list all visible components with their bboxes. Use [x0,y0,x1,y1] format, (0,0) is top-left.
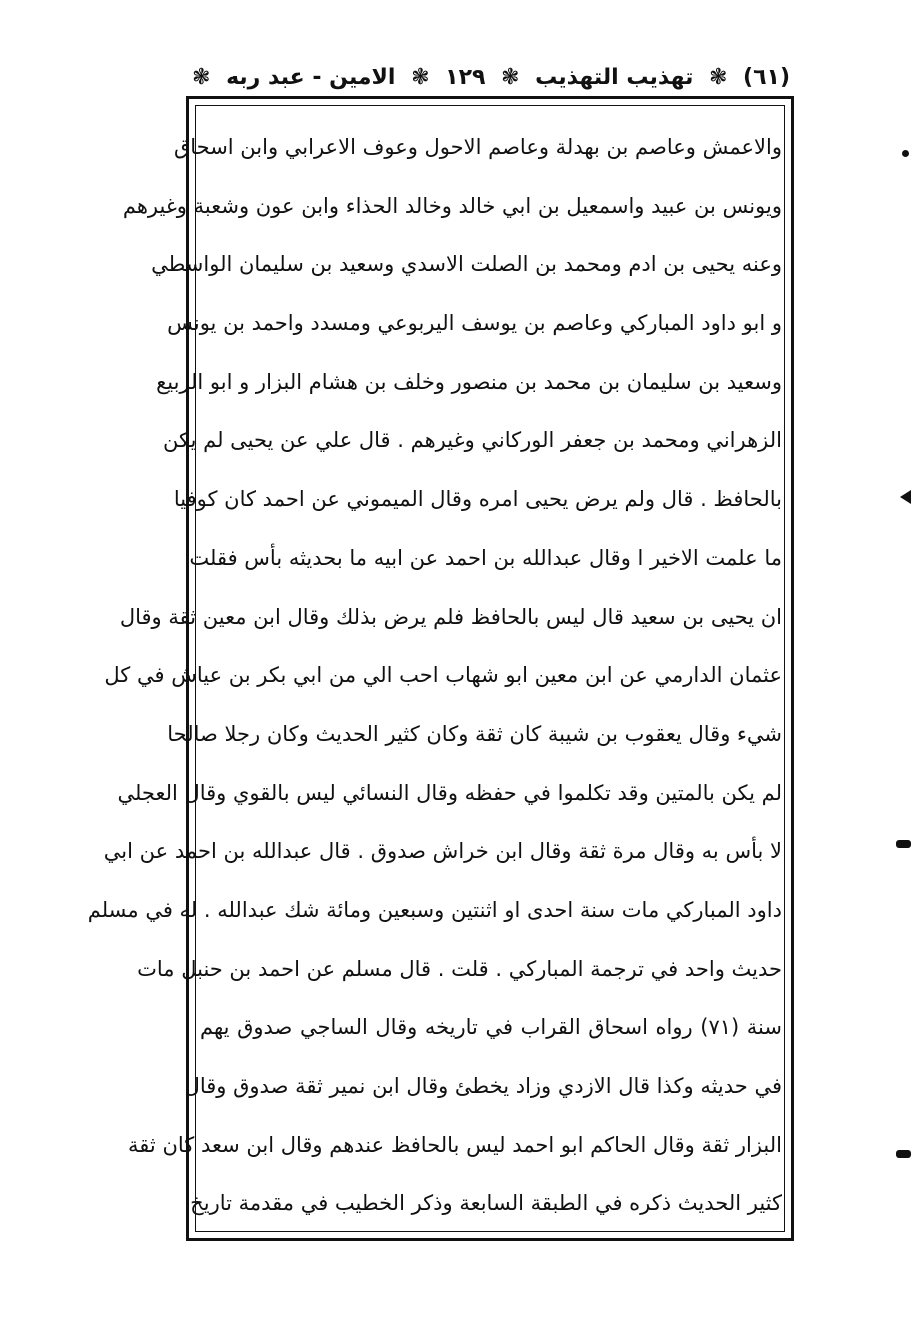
ornament-icon: ❃ [192,64,211,90]
book-title: تهذيب التهذيب [535,64,694,90]
text-line: و ابو داود المباركي وعاصم بن يوسف اليربوعي ومسدد واحمد بن يونس [167,311,782,336]
running-head-names: الامين - عبد ربه [226,64,396,90]
text-line: وعنه يحيى بن ادم ومحمد بن الصلت الاسدي وسعيد بن سليمان الواسطي [151,252,782,277]
text-line: سنة (٧١) رواه اسحاق القراب في تاريخه وقال الساجي صدوق يهم [200,1015,782,1040]
ornament-icon: ❃ [411,64,430,90]
text-line: ان يحيى بن سعيد قال ليس بالحافظ فلم يرض بذلك وقال ابن معين ثقة وقال [119,604,782,629]
margin-dash-mark [896,1150,911,1158]
text-line: البزار ثقة وقال الحاكم ابو احمد ليس بالحافظ عندهم وقال ابن سعد كان ثقة [128,1132,782,1157]
text-line: وسعيد بن سليمان بن محمد بن منصور وخلف بن هشام البزار و ابو الربيع [156,369,782,394]
main-text-body [87,118,782,1233]
page-number: (٦١) [743,64,790,90]
ornament-icon: ❃ [708,64,728,90]
text-line: عثمان الدارمي عن ابن معين ابو شهاب احب الي من ابي بكر بن عياش في كل [104,663,782,688]
margin-arrow-mark [900,490,911,504]
volume-number: ١٢٩ [445,64,486,90]
text-line: داود المباركي مات سنة احدى او اثنتين وسبعين ومائة شك عبدالله . له في مسلم [87,897,782,922]
text-line: ما علمت الاخير ا وقال عبدالله بن احمد عن ابيه ما بحديثه بأس فقلت [189,545,782,570]
text-line: والاعمش وعاصم بن بهدلة وعاصم الاحول وعوف الاعرابي وابن اسحاق [173,135,782,159]
text-line: لم يكن بالمتين وقد تكلموا في حفظه وقال النسائي ليس بالقوي وقال العجلي [117,780,782,805]
running-header [190,60,790,94]
text-line: بالحافظ . قال ولم يرض يحيى امره وقال الميموني عن احمد كان كوفيا [173,487,782,512]
margin-dash-mark [896,840,911,848]
text-line: حديث واحد في ترجمة المباركي . قلت . قال مسلم عن احمد بن حنبل مات [137,956,782,981]
text-line: كثير الحديث ذكره في الطبقة السابعة وذكر الخطيب في مقدمة تاريخ [190,1191,782,1216]
text-line: الزهراني ومحمد بن جعفر الوركاني وغيرهم . قال علي عن يحيى لم يكن [162,428,782,453]
text-line: لا بأس به وقال مرة ثقة وقال ابن خراش صدوق . قال عبدالله بن احمد عن ابي [103,839,782,864]
ornament-icon: ❃ [501,64,520,90]
margin-dot-mark [902,150,909,157]
text-line: شيء وقال يعقوب بن شيبة كان ثقة وكان كثير الحديث وكان رجلا صالحا [167,721,782,746]
text-line: ويونس بن عبيد واسمعيل بن ابي خالد وخالد الحذاء وابن عون وشعبة وغيرهم [122,193,782,218]
text-line: في حديثه وكذا قال الازدي وزاد يخطئ وقال ابن نمير ثقة صدوق وقال [184,1074,782,1098]
